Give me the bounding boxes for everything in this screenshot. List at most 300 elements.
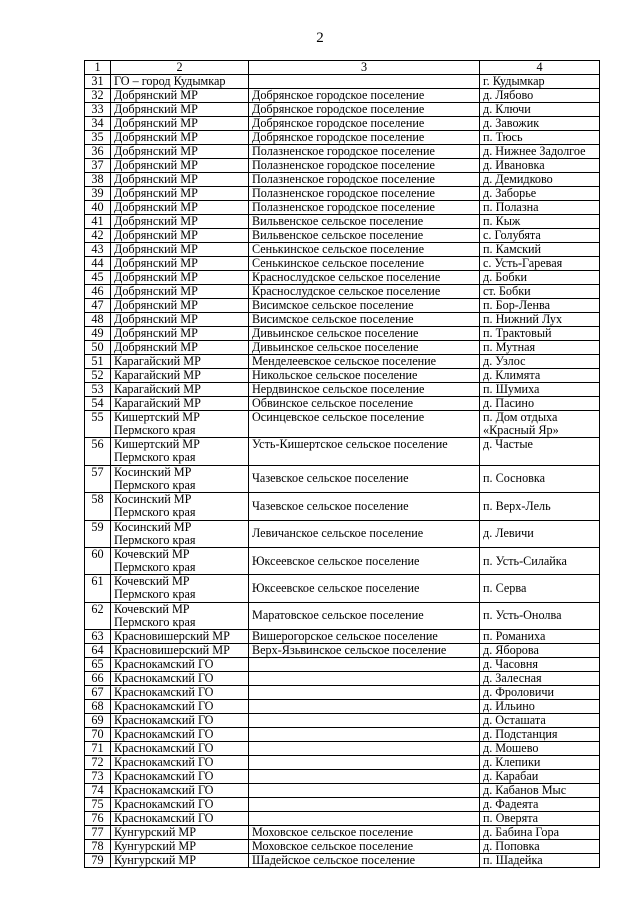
locality-name: д. Левичи [483, 526, 534, 541]
locality-name: д. Нижнее Задолгое [483, 144, 586, 158]
settlement-cell: Нердвинское сельское поселение [249, 383, 480, 397]
locality-cell [480, 812, 600, 826]
column-header-1: 1 [85, 61, 111, 75]
district-name: Добрянский МР [114, 88, 198, 102]
row-number-cell: 38 [85, 173, 111, 187]
row-number-cell: 47 [85, 299, 111, 313]
locality-name: с. Усть-Гаревая [483, 256, 563, 270]
district-cell [111, 672, 249, 686]
row-number-cell: 32 [85, 89, 111, 103]
district-cell [111, 369, 249, 383]
table-row [85, 714, 600, 728]
district-cell [111, 383, 249, 397]
locality-name: п. Кыж [483, 214, 521, 228]
settlement-cell: Дивьинское сельское поселение [249, 341, 480, 355]
locality-name: д. Пасино [483, 396, 535, 410]
locality-cell [480, 397, 600, 411]
district-name: Красновишерский МР [114, 629, 230, 644]
locality-name: д. Поповка [483, 839, 540, 854]
settlement-cell [249, 742, 480, 756]
locality-name: д. Заборье [483, 186, 537, 200]
locality-name: д. Часовня [483, 657, 539, 672]
district-cell [111, 215, 249, 229]
row-number-cell: 75 [85, 798, 111, 812]
locality-name: ст. Бобки [483, 284, 531, 298]
row-number-cell: 46 [85, 285, 111, 299]
locality-name-cont: «Красный Яр» [483, 423, 559, 437]
locality-cell [480, 299, 600, 313]
row-number-cell: 39 [85, 187, 111, 201]
locality-name: д. Климята [483, 368, 541, 382]
locality-name: п. Мутная [483, 340, 536, 354]
settlement-cell: Полазненское городское поселение [249, 201, 480, 215]
row-number-cell: 31 [85, 75, 111, 89]
row-number-cell: 61 [85, 575, 111, 602]
locality-cell [480, 89, 600, 103]
settlement-cell: Сенькинское сельское поселение [249, 257, 480, 271]
district-cell [111, 397, 249, 411]
row-number-cell: 60 [85, 547, 111, 574]
table-row [85, 411, 600, 438]
district-cell [111, 187, 249, 201]
locality-cell [480, 714, 600, 728]
settlement-cell: Верх-Язьвинское сельское поселение [249, 644, 480, 658]
district-cell [111, 131, 249, 145]
district-cell [111, 327, 249, 341]
table-row [85, 369, 600, 383]
district-name: Добрянский МР [114, 172, 198, 186]
district-region: Пермского края [114, 505, 196, 520]
district-name: Косинский МР [114, 520, 192, 534]
district-name: Кочевский МР [114, 574, 190, 589]
district-cell [111, 438, 249, 465]
district-name: Добрянский МР [114, 228, 198, 242]
row-number-cell: 63 [85, 630, 111, 644]
district-cell [111, 117, 249, 131]
settlement-cell: Моховское сельское поселение [249, 840, 480, 854]
district-name: Краснокамский ГО [114, 783, 214, 798]
district-name: Косинский МР [114, 465, 192, 479]
district-name: Добрянский МР [114, 102, 198, 116]
table-row [85, 854, 600, 868]
district-cell [111, 465, 249, 492]
locality-name: п. Полазна [483, 200, 539, 214]
row-number-cell: 36 [85, 145, 111, 159]
table-row [85, 686, 600, 700]
settlement-cell: Юксеевское сельское поселение [249, 575, 480, 602]
settlement-cell [249, 784, 480, 798]
table-row [85, 798, 600, 812]
locality-name: д. Узлос [483, 354, 526, 368]
locality-name: п. Тюсь [483, 130, 523, 144]
table-row [85, 644, 600, 658]
district-cell [111, 313, 249, 327]
table-row [85, 812, 600, 826]
table-row [85, 493, 600, 520]
district-name: Краснокамский ГО [114, 685, 214, 700]
district-cell [111, 103, 249, 117]
locality-name: п. Усть-Онолва [483, 608, 562, 623]
locality-cell [480, 201, 600, 215]
locality-name: д. Залесная [483, 671, 542, 686]
table-row [85, 672, 600, 686]
settlement-cell: Висимское сельское поселение [249, 313, 480, 327]
row-number-cell: 40 [85, 201, 111, 215]
table-row [85, 728, 600, 742]
district-name: Добрянский МР [114, 312, 198, 326]
page-number: 2 [316, 30, 324, 46]
district-name: Добрянский МР [114, 340, 198, 354]
table-row [85, 313, 600, 327]
table-row [85, 117, 600, 131]
settlement-cell [249, 770, 480, 784]
locality-cell [480, 327, 600, 341]
row-number-cell: 72 [85, 756, 111, 770]
district-name: Добрянский МР [114, 242, 198, 256]
locality-name: п. Романиха [483, 629, 546, 644]
table-row [85, 756, 600, 770]
settlement-cell: Висимское сельское поселение [249, 299, 480, 313]
district-cell [111, 271, 249, 285]
locality-name: д. Лябово [483, 88, 534, 102]
locality-cell [480, 784, 600, 798]
district-region: Пермского края [114, 559, 196, 574]
locality-cell [480, 411, 600, 438]
locality-name: д. Яборова [483, 643, 539, 658]
district-cell [111, 355, 249, 369]
district-region: Пермского края [114, 587, 196, 602]
district-name: ГО – город Кудымкар [114, 74, 226, 88]
table-row [85, 840, 600, 854]
settlement-cell: Левичанское сельское поселение [249, 520, 480, 547]
row-number-cell: 77 [85, 826, 111, 840]
district-name: Карагайский МР [114, 368, 201, 382]
locality-name: п. Камский [483, 242, 542, 256]
district-cell [111, 770, 249, 784]
table-row [85, 438, 600, 465]
district-cell [111, 75, 249, 89]
table-row [85, 299, 600, 313]
row-number-cell: 49 [85, 327, 111, 341]
row-number-cell: 67 [85, 686, 111, 700]
district-cell [111, 493, 249, 520]
settlement-cell [249, 812, 480, 826]
row-number-cell: 62 [85, 602, 111, 629]
locality-cell [480, 145, 600, 159]
row-number-cell: 34 [85, 117, 111, 131]
table-row [85, 700, 600, 714]
district-cell [111, 798, 249, 812]
row-number-cell: 35 [85, 131, 111, 145]
settlement-cell [249, 658, 480, 672]
locality-cell [480, 686, 600, 700]
table-row [85, 145, 600, 159]
locality-cell [480, 173, 600, 187]
locality-name: п. Усть-Силайка [483, 553, 567, 568]
settlement-cell: Шадейское сельское поселение [249, 854, 480, 868]
locality-cell [480, 313, 600, 327]
table-row [85, 131, 600, 145]
district-cell [111, 201, 249, 215]
settlement-cell: Полазненское городское поселение [249, 159, 480, 173]
row-number-cell: 70 [85, 728, 111, 742]
locality-cell [480, 644, 600, 658]
locality-name: д. Демидково [483, 172, 553, 186]
locality-name: п. Бор-Ленва [483, 298, 550, 312]
locality-name: д. Мошево [483, 741, 539, 756]
table-row [85, 658, 600, 672]
district-cell [111, 229, 249, 243]
district-cell [111, 89, 249, 103]
settlement-cell: Никольское сельское поселение [249, 369, 480, 383]
locality-cell [480, 770, 600, 784]
locality-cell [480, 756, 600, 770]
locality-cell [480, 285, 600, 299]
locality-cell [480, 257, 600, 271]
district-cell [111, 341, 249, 355]
district-cell [111, 159, 249, 173]
table-row [85, 285, 600, 299]
row-number-cell: 71 [85, 742, 111, 756]
locality-name: п. Трактовый [483, 326, 552, 340]
settlement-cell: Вильвенское сельское поселение [249, 229, 480, 243]
district-cell [111, 173, 249, 187]
table-row [85, 826, 600, 840]
row-number-cell: 42 [85, 229, 111, 243]
locality-name: д. Ивановка [483, 158, 545, 172]
settlement-cell: Полазненское городское поселение [249, 187, 480, 201]
locality-cell [480, 798, 600, 812]
locality-cell [480, 854, 600, 868]
settlement-cell: Добрянское городское поселение [249, 131, 480, 145]
table-row [85, 575, 600, 602]
settlement-cell: Юксеевское сельское поселение [249, 547, 480, 574]
district-cell [111, 812, 249, 826]
locality-name: п. Шадейка [483, 853, 543, 868]
table-row [85, 103, 600, 117]
district-name: Краснокамский ГО [114, 755, 214, 770]
table-row [85, 257, 600, 271]
table-row [85, 327, 600, 341]
district-cell [111, 520, 249, 547]
locality-cell [480, 369, 600, 383]
locality-cell [480, 826, 600, 840]
settlement-cell: Моховское сельское поселение [249, 826, 480, 840]
locality-cell [480, 215, 600, 229]
table-row [85, 201, 600, 215]
district-cell [111, 826, 249, 840]
district-region: Пермского края [114, 423, 196, 437]
table-row [85, 770, 600, 784]
settlement-cell [249, 756, 480, 770]
row-number-cell: 74 [85, 784, 111, 798]
row-number-cell: 43 [85, 243, 111, 257]
locality-name: п. Шумиха [483, 382, 540, 396]
district-name: Добрянский МР [114, 256, 198, 270]
locality-cell [480, 840, 600, 854]
column-header-3: 3 [249, 61, 480, 75]
district-cell [111, 547, 249, 574]
table-row [85, 465, 600, 492]
settlement-cell: Краснослудское сельское поселение [249, 285, 480, 299]
locality-name: г. Кудымкар [483, 74, 545, 88]
table-header [85, 61, 600, 75]
locality-name: д. Частые [483, 437, 533, 452]
district-name: Краснокамский ГО [114, 713, 214, 728]
table-row [85, 383, 600, 397]
table-row [85, 271, 600, 285]
row-number-cell: 76 [85, 812, 111, 826]
locality-name: д. Ключи [483, 102, 531, 116]
district-name: Карагайский МР [114, 382, 201, 396]
locality-name: д. Бобки [483, 270, 528, 284]
district-cell [111, 411, 249, 438]
settlement-cell: Усть-Кишертское сельское поселение [249, 438, 480, 465]
settlement-cell: Чазевское сельское поселение [249, 465, 480, 492]
row-number-cell: 44 [85, 257, 111, 271]
district-name: Добрянский МР [114, 298, 198, 312]
district-name: Добрянский МР [114, 116, 198, 130]
settlement-cell: Вишерогорское сельское поселение [249, 630, 480, 644]
district-name: Добрянский МР [114, 200, 198, 214]
locality-name: д. Ильино [483, 699, 535, 714]
table-row [85, 397, 600, 411]
locality-cell [480, 103, 600, 117]
table-row [85, 355, 600, 369]
row-number-cell: 48 [85, 313, 111, 327]
locality-name: д. Клепики [483, 755, 541, 770]
settlements-table [84, 60, 600, 868]
row-number-cell: 69 [85, 714, 111, 728]
row-number-cell: 64 [85, 644, 111, 658]
row-number-cell: 33 [85, 103, 111, 117]
locality-cell [480, 575, 600, 602]
locality-name: д. Кабанов Мыс [483, 783, 567, 798]
row-number-cell: 53 [85, 383, 111, 397]
locality-name: д. Фроловичи [483, 685, 555, 700]
district-name: Краснокамский ГО [114, 741, 214, 756]
settlement-cell [249, 672, 480, 686]
locality-cell [480, 229, 600, 243]
district-name: Краснокамский ГО [114, 811, 214, 826]
settlement-cell: Маратовское сельское поселение [249, 602, 480, 629]
district-cell [111, 742, 249, 756]
row-number-cell: 58 [85, 493, 111, 520]
district-name: Красновишерский МР [114, 643, 230, 658]
district-name: Карагайский МР [114, 354, 201, 368]
locality-name: д. Фадеята [483, 797, 539, 812]
district-cell [111, 756, 249, 770]
district-region: Пермского края [114, 477, 196, 492]
locality-cell [480, 742, 600, 756]
district-name: Добрянский МР [114, 158, 198, 172]
row-number-cell: 54 [85, 397, 111, 411]
district-cell [111, 285, 249, 299]
district-cell [111, 575, 249, 602]
settlement-cell: Добрянское городское поселение [249, 89, 480, 103]
row-number-cell: 66 [85, 672, 111, 686]
district-cell [111, 243, 249, 257]
locality-cell [480, 243, 600, 257]
district-cell [111, 714, 249, 728]
locality-cell [480, 383, 600, 397]
locality-name: п. Дом отдыха [483, 410, 558, 424]
table-row [85, 602, 600, 629]
district-region: Пермского края [114, 614, 196, 629]
table-row [85, 742, 600, 756]
row-number-cell: 41 [85, 215, 111, 229]
locality-cell [480, 117, 600, 131]
district-cell [111, 784, 249, 798]
district-name: Косинский МР [114, 492, 192, 507]
row-number-cell: 45 [85, 271, 111, 285]
locality-name: п. Верх-Лель [483, 498, 551, 513]
row-number-cell: 56 [85, 438, 111, 465]
district-name: Краснокамский ГО [114, 727, 214, 742]
district-name: Добрянский МР [114, 144, 198, 158]
locality-cell [480, 672, 600, 686]
table-row [85, 173, 600, 187]
row-number-cell: 51 [85, 355, 111, 369]
district-name: Добрянский МР [114, 214, 198, 228]
locality-name: п. Сосновка [483, 471, 546, 486]
locality-cell [480, 355, 600, 369]
locality-cell [480, 271, 600, 285]
row-number-cell: 68 [85, 700, 111, 714]
settlement-cell [249, 714, 480, 728]
column-header-4: 4 [480, 61, 600, 75]
table-row [85, 187, 600, 201]
settlement-cell [249, 75, 480, 89]
district-name: Добрянский МР [114, 284, 198, 298]
locality-cell [480, 547, 600, 574]
locality-cell [480, 341, 600, 355]
district-name: Кишертский МР [114, 410, 200, 424]
column-header-2: 2 [111, 61, 249, 75]
district-name: Краснокамский ГО [114, 671, 214, 686]
row-number-cell: 59 [85, 520, 111, 547]
locality-cell [480, 75, 600, 89]
settlement-cell: Вильвенское сельское поселение [249, 215, 480, 229]
locality-cell [480, 187, 600, 201]
settlement-cell: Сенькинское сельское поселение [249, 243, 480, 257]
row-number-cell: 55 [85, 411, 111, 438]
locality-cell [480, 700, 600, 714]
district-cell [111, 644, 249, 658]
table-row [85, 630, 600, 644]
district-name: Краснокамский ГО [114, 699, 214, 714]
settlement-cell: Краснослудское сельское поселение [249, 271, 480, 285]
district-cell [111, 686, 249, 700]
locality-cell [480, 630, 600, 644]
district-region: Пермского края [114, 450, 196, 465]
table-row [85, 784, 600, 798]
district-name: Краснокамский ГО [114, 797, 214, 812]
district-cell [111, 728, 249, 742]
locality-name: д. Осташата [483, 713, 546, 728]
district-cell [111, 854, 249, 868]
table-row [85, 159, 600, 173]
row-number-cell: 57 [85, 465, 111, 492]
locality-cell [480, 131, 600, 145]
district-name: Краснокамский ГО [114, 769, 214, 784]
table-row [85, 243, 600, 257]
district-cell [111, 145, 249, 159]
district-cell [111, 299, 249, 313]
settlement-cell: Осинцевское сельское поселение [249, 411, 480, 438]
district-cell [111, 840, 249, 854]
district-name: Кочевский МР [114, 602, 190, 616]
